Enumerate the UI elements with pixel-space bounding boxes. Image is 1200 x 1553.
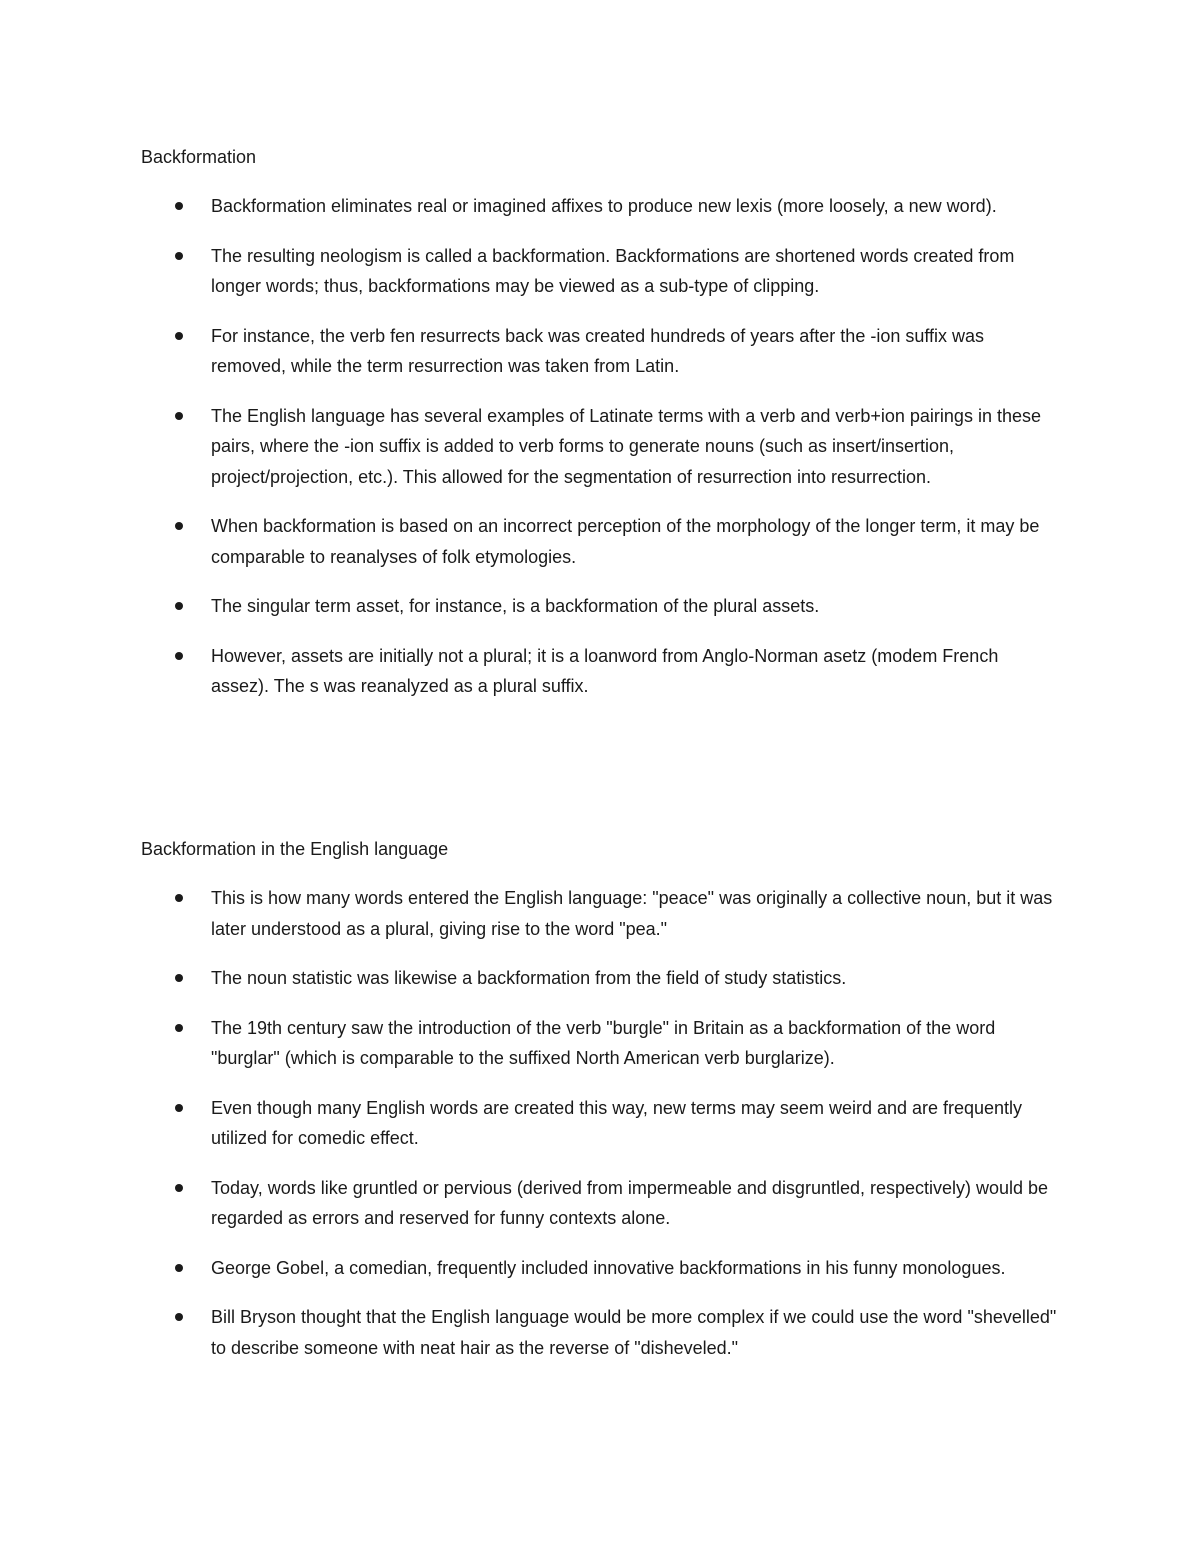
- bullet-icon: [175, 412, 183, 420]
- list-item: [141, 1302, 1061, 1363]
- bullet-icon: [175, 1104, 183, 1112]
- bullet-icon: [175, 522, 183, 530]
- list-item: [141, 1093, 1061, 1154]
- list-item-text: Today, words like gruntled or pervious (derived from impermeable and disgruntled, respectively) would be regarded as errors and reserved for funny contexts alone.: [211, 1177, 1049, 1228]
- list-item: [141, 1173, 1061, 1234]
- bullet-icon: [175, 202, 183, 210]
- bullet-list: [141, 883, 1061, 1363]
- list-item: [141, 241, 1061, 302]
- bullet-icon: [175, 974, 183, 982]
- bullet-list: [141, 191, 1061, 702]
- list-item-text: The English language has several examples of Latinate terms with a verb and verb+ion pairings in these pairs, where the -ion suffix is added to verb forms to generate nouns (such as insert/insertion, project/projection, etc.). This allowed for the segmentation of resurrection into resurrection.: [211, 405, 1041, 487]
- list-item-text: Even though many English words are created this way, new terms may seem weird and are frequently utilized for comedic effect.: [211, 1097, 1023, 1148]
- list-item-text: This is how many words entered the English language: "peace" was originally a collective noun, but it was later understood as a plural, giving rise to the word "pea.": [211, 888, 1053, 939]
- bullet-icon: [175, 1024, 183, 1032]
- list-item: [141, 191, 1061, 222]
- list-item: [141, 511, 1061, 572]
- bullet-icon: [175, 1184, 183, 1192]
- list-item-text: The resulting neologism is called a backformation. Backformations are shortened words created from longer words; thus, backformations may be viewed as a sub-type of clipping.: [211, 245, 1015, 296]
- list-item: [141, 591, 1061, 622]
- section-backformation: [141, 142, 1061, 721]
- list-item: [141, 641, 1061, 702]
- list-item-text: Bill Bryson thought that the English language would be more complex if we could use the word "shevelled" to describe someone with neat hair as the reverse of "disheveled.": [211, 1307, 1057, 1358]
- section-backformation-english: [141, 834, 1061, 1382]
- bullet-icon: [175, 332, 183, 340]
- list-item: [141, 1013, 1061, 1074]
- bullet-icon: [175, 252, 183, 260]
- list-item-text: For instance, the verb fen resurrects back was created hundreds of years after the -ion suffix was removed, while the term resurrection was taken from Latin.: [211, 325, 985, 376]
- list-item: [141, 883, 1061, 944]
- list-item: [141, 963, 1061, 994]
- bullet-icon: [175, 1313, 183, 1321]
- list-item-text: However, assets are initially not a plural; it is a loanword from Anglo-Norman asetz (modem French assez). The s was reanalyzed as a plural suffix.: [211, 645, 999, 696]
- list-item-text: Backformation eliminates real or imagined affixes to produce new lexis (more loosely, a new word).: [211, 196, 997, 216]
- bullet-icon: [175, 652, 183, 660]
- list-item-text: When backformation is based on an incorrect perception of the morphology of the longer term, it may be comparable to reanalyses of folk etymologies.: [211, 516, 1040, 567]
- list-item: [141, 401, 1061, 493]
- section-heading: Backformation: [141, 147, 257, 167]
- list-item: [141, 321, 1061, 382]
- section-heading: Backformation in the English language: [141, 839, 449, 859]
- bullet-icon: [175, 894, 183, 902]
- list-item: [141, 1253, 1061, 1284]
- bullet-icon: [175, 602, 183, 610]
- bullet-icon: [175, 1264, 183, 1272]
- list-item-text: George Gobel, a comedian, frequently included innovative backformations in his funny monologues.: [211, 1257, 1006, 1278]
- list-item-text: The noun statistic was likewise a backformation from the field of study statistics.: [211, 968, 847, 988]
- list-item-text: The singular term asset, for instance, is a backformation of the plural assets.: [211, 596, 820, 616]
- list-item-text: The 19th century saw the introduction of the verb "burgle" in Britain as a backformation of the word "burglar" (which is comparable to the suffixed North American verb burglarize).: [211, 1017, 996, 1068]
